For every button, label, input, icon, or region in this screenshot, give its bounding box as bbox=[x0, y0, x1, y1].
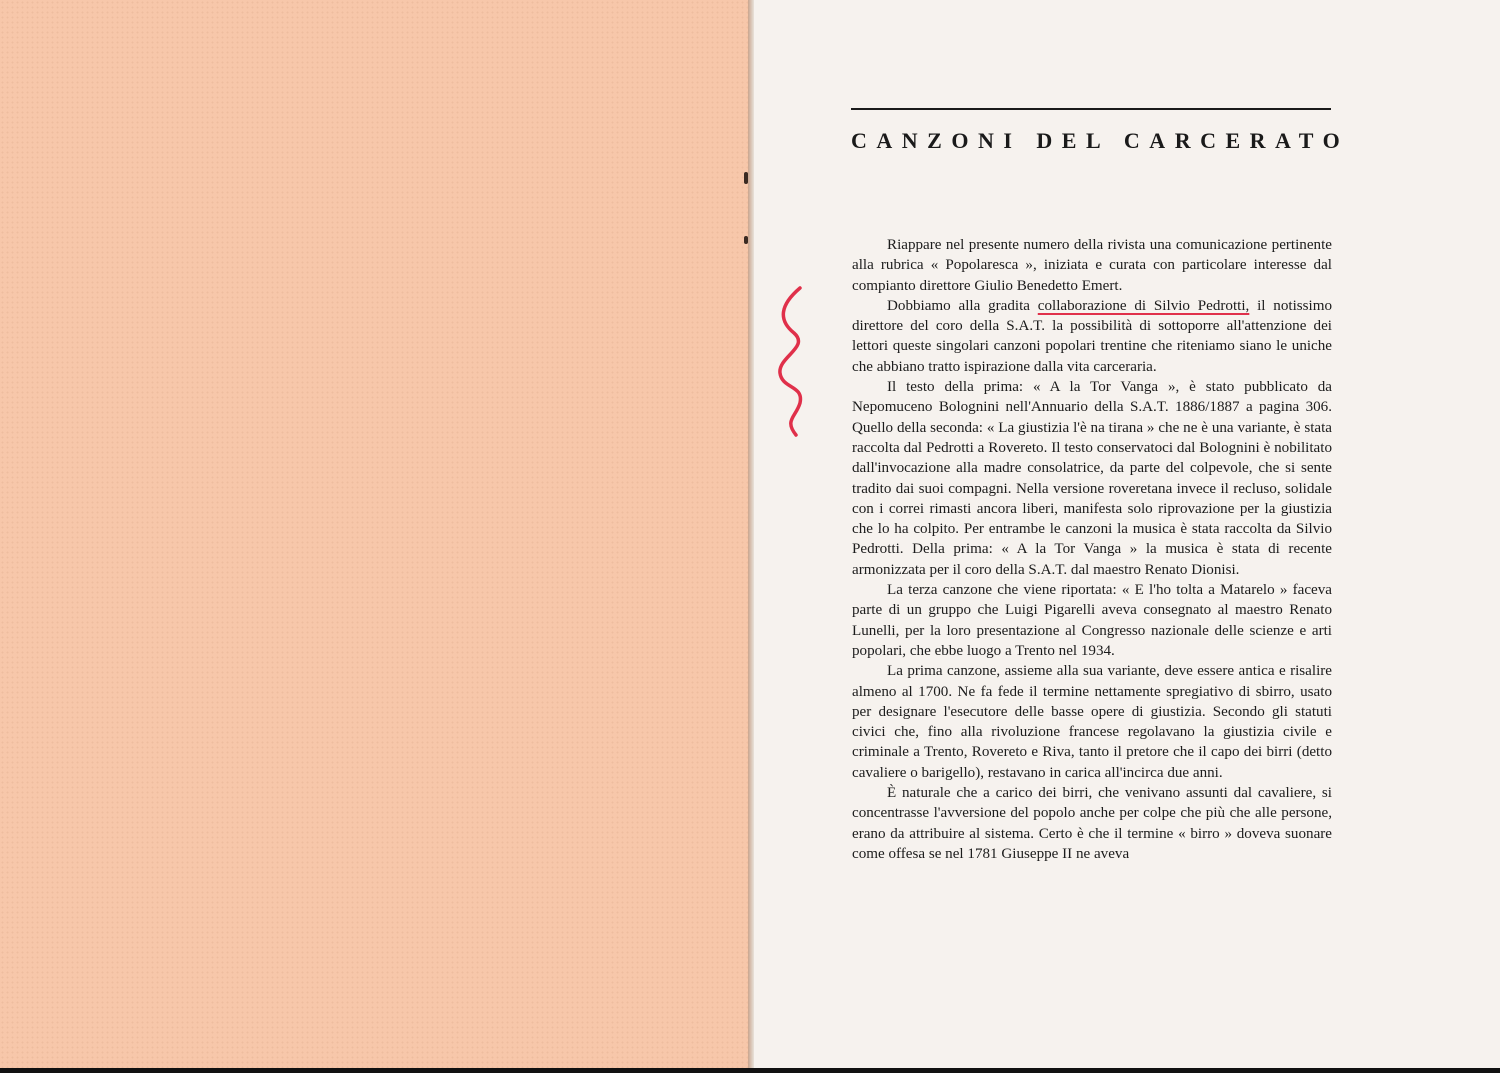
paragraph-text: il notissimo direttore del coro della S.A.T. la possibilità di sottoporre all'attenzione dei lettori queste singolari canzoni popolari trentine che riteniamo siano le uniche che abbiano tratto ispirazione dalla vita carceraria. bbox=[852, 297, 1332, 375]
paragraph: La terza canzone che viene riportata: « E l'ho tolta a Matarelo » faceva parte di un gruppo che Luigi Pigarelli aveva consegnato al maestro Renato Lunelli, per la loro presentazione al Congresso nazionale delle scienze e arti popolari, che ebbe luogo a Trento nel 1934. bbox=[852, 582, 1332, 659]
paragraph: Riappare nel presente numero della rivista una comunicazione pertinente alla rubrica « Popolaresca », iniziata e curata con particolare interesse dal compianto direttore Giulio Benedetto Emert. bbox=[852, 237, 1332, 294]
red-squiggle-annotation bbox=[770, 285, 820, 440]
paragraph: È naturale che a carico dei birri, che venivano assunti dal cavaliere, si concentrasse l'avversione del popolo anche per colpe che più che alle persone, erano da attribuire al sistema. Certo è che il termine « birro » doveva suonare come offesa se nel 1781 Giuseppe II ne aveva bbox=[852, 785, 1332, 862]
paragraph: Il testo della prima: « A la Tor Vanga », è stato pubblicato da Nepomuceno Bolognini nell'Annuario della S.A.T. 1886/1887 a pagina 306. Quello della seconda: « La giustizia l'è na tirana » che ne è una variante, è stata raccolta dal Pedrotti a Rovereto. Il testo conservatoci dal Bolognini è nobilitato dall'invocazione alla madre consolatrice, da parte del colpevole, che si sente tradito dai suoi compagni. Nella versione roveretana invece il recluso, solidale con i correi rimasti ancora liberi, manifesta solo riprovazione per la giustizia che lo ha colpito. Per entrambe le canzoni la musica è stata raccolta da Silvio Pedrotti. Della prima: « A la Tor Vanga » la musica è stata di recente armonizzata per il coro della S.A.T. dal maestro Renato Dionisi. bbox=[852, 379, 1332, 578]
red-underlined-text: collaborazione di Silvio Pedrotti, bbox=[1037, 297, 1250, 314]
page-title: CANZONI DEL CARCERATO bbox=[851, 128, 1350, 153]
article-body bbox=[852, 235, 1332, 864]
paragraph-text: Dobbiamo alla gradita bbox=[887, 297, 1038, 314]
paragraph-with-highlight bbox=[852, 296, 1332, 377]
left-page-blank bbox=[0, 0, 748, 1068]
paragraph: La prima canzone, assieme alla sua variante, deve essere antica e risalire almeno al 1700. Ne fa fede il termine nettamente spregiativo di sbirro, usato per designare l'esecutore delle basse opere di giustizia. Secondo gli statuti civici che, fino alla rivoluzione francese regolavano la giustizia civile e criminale a Trento, Rovereto e Riva, tanto il pretore che il capo dei birri (detto cavaliere o barigello), restavano in carica all'incirca due anni. bbox=[852, 663, 1332, 781]
scan-edge bbox=[0, 1068, 1500, 1073]
title-rule bbox=[851, 108, 1331, 110]
